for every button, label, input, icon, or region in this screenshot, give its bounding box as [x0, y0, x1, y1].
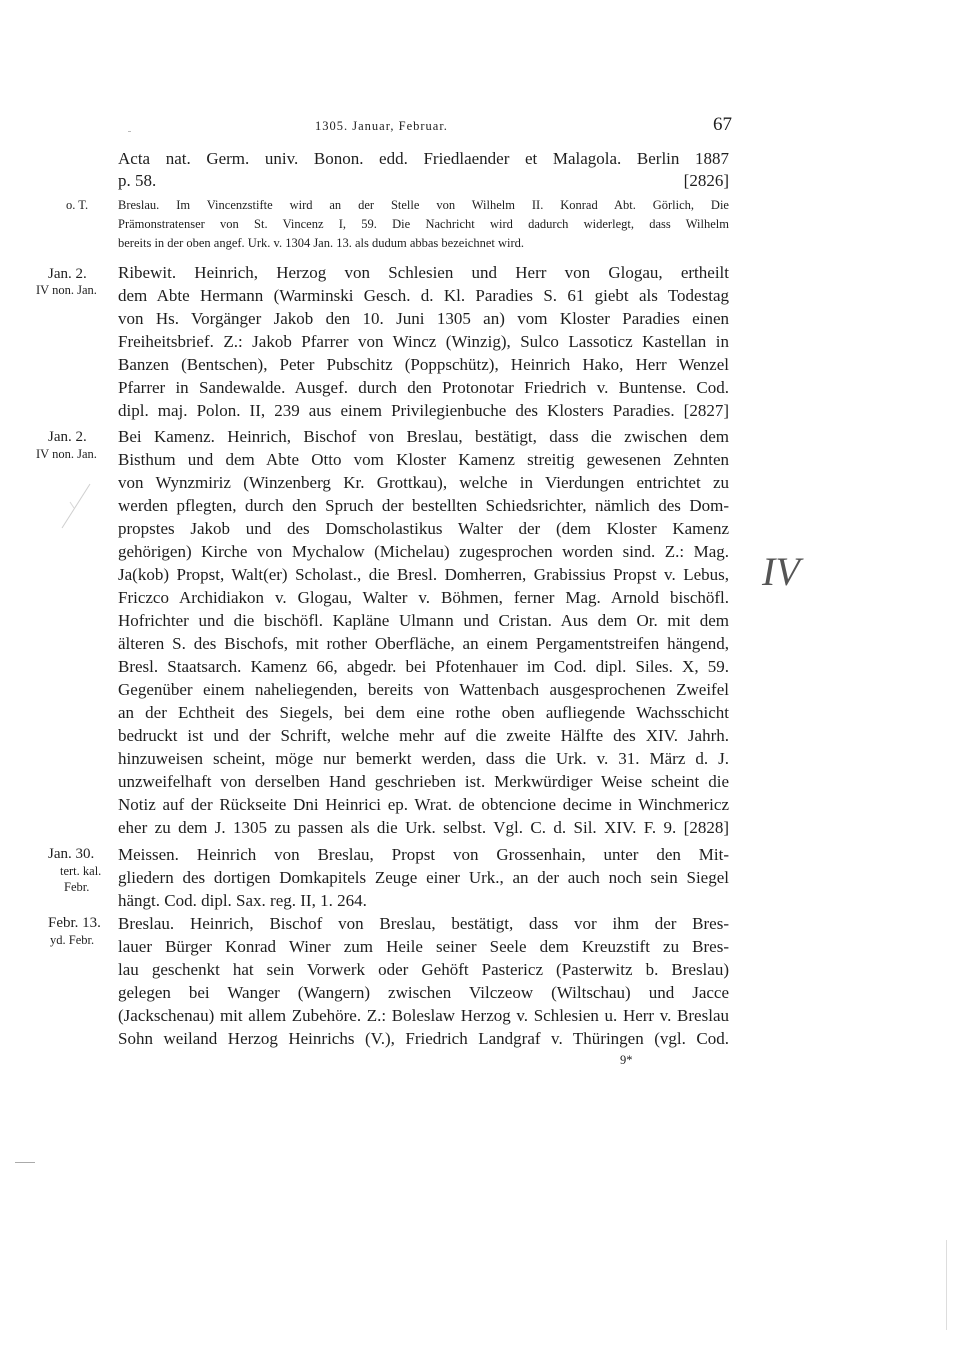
- text-line: Acta nat. Germ. univ. Bonon. edd. Friedlaender et Malagola. Berlin 1887: [118, 149, 729, 168]
- margin-date-roman: Febr.: [64, 880, 90, 894]
- text-line: lauer Bürger Konrad Winer zum Heile seiner Seele dem Kreuzstift zu Bres-: [118, 937, 729, 956]
- text-line: an der Echtheit des Siegels, bei dem eine rothe oben aufliegende Wachsschicht: [118, 703, 729, 722]
- text-line: Freiheitsbrief. Z.: Jakob Pfarrer von Wincz (Winzig), Sulco Lassoticz Kastellan in: [118, 332, 729, 351]
- text-line: Breslau. Im Vincenzstifte wird an der Stelle von Wilhelm II. Konrad Abt. Görlich, Die: [118, 198, 729, 212]
- scan-speck: [128, 131, 131, 132]
- margin-date: Jan. 30.: [48, 846, 95, 862]
- margin-date-roman: IV non. Jan.: [36, 447, 97, 461]
- text-line: bereits in der oben angef. Urk. v. 1304 Jan. 13. als dudum abbas bezeichnet wird.: [118, 236, 525, 250]
- running-header: 1305. Januar, Februar.: [315, 119, 448, 133]
- text-line: dem Abte Hermann (Warminski Gesch. d. Kl. Paradies S. 61 giebt als Todestag: [118, 286, 729, 305]
- text-line: gehörigen) Kirche von Mychalow (Michelau) zugesprochen worden sind. Z.: Mag.: [118, 542, 729, 561]
- scan-edge: [946, 1240, 947, 1330]
- text-line: Prämonstratenser von St. Vincenz I, 59. Die Nachricht wird dadurch widerlegt, dass Wilhelm: [118, 217, 729, 231]
- text-line: (Jackschenau) mit allem Zubehöre. Z.: Boleslaw Herzog v. Schlesien u. Herr v. Breslau: [118, 1006, 729, 1025]
- text-line: Breslau. Heinrich, Bischof von Breslau, bestätigt, dass vor ihm der Bres-: [118, 914, 729, 933]
- margin-date-roman: tert. kal.: [60, 864, 102, 878]
- text-line: Notiz auf der Rückseite Dni Heinrici ep. Wrat. de obtencione decime in Winchmericz: [118, 795, 729, 814]
- margin-date-roman: yd. Febr.: [50, 933, 95, 947]
- text-line: Ja(kob) Propst, Walt(er) Scholast., die Bresl. Domherren, Grabissius Propst v. Lebus,: [118, 565, 729, 584]
- text-line: Pfarrer in Sandewalde. Ausgef. durch den Protonotar Friedrich v. Buntense. Cod.: [118, 378, 729, 397]
- text-line: Bresl. Staatsarch. Kamenz 66, abgedr. bei Pfotenhauer im Cod. dipl. Siles. X, 59.: [118, 657, 729, 676]
- text-line: gliedern des dortigen Domkapitels Zeuge einer Urk., an der auch noch sein Siegel: [118, 868, 729, 887]
- margin-date: Jan. 2.: [48, 266, 87, 282]
- margin-note: o. T.: [66, 198, 89, 212]
- text-line: hängt. Cod. dipl. Sax. reg. II, 1. 264.: [118, 891, 367, 910]
- text-line: älteren S. des Bischofs, mit rother Oberfläche, an einem Pergamentstreifen hängend,: [118, 634, 729, 653]
- text-line: Bei Kamenz. Heinrich, Bischof von Breslau, bestätigt, dass die zwischen dem: [118, 427, 729, 446]
- text-line: Gegenüber einem naheliegenden, bereits von Wattenbach ausgesprochenen Zweifel: [118, 680, 729, 699]
- text-line: von Hs. Vorgänger Jakob den 10. Juni 1305 an) vom Kloster Paradies einen: [118, 309, 729, 328]
- margin-date: Febr. 13.: [48, 915, 101, 931]
- text-line: unzweifelhaft von derselben Hand geschrieben ist. Merkwürdiger Weise scheint die: [118, 772, 729, 791]
- text-line: Friczco Archidiakon v. Glogau, Walter v. Böhmen, ferner Mag. Arnold bischöfl.: [118, 588, 729, 607]
- text-line: eher zu dem J. 1305 zu passen als die Urk. selbst. Vgl. C. d. Sil. XIV. F. 9. [2828]: [118, 818, 729, 837]
- text-line: dipl. maj. Polon. II, 239 aus einem Privilegienbuche des Klosters Paradies. [2827]: [118, 401, 729, 420]
- text-line: von Wynzmiriz (Winzenberg Kr. Grottkau), welche in Vierdungen entrichtet zu: [118, 473, 729, 492]
- pencil-annotation: IV: [762, 549, 800, 594]
- text-line: Hofrichter und die bischöfl. Kapläne Ulmann und Cristan. Aus dem Or. mit dem: [118, 611, 729, 630]
- text-line: Bisthum und dem Abte Otto vom Kloster Kamenz streitig gewesenen Zehnten: [118, 450, 729, 469]
- margin-date: Jan. 2.: [48, 429, 87, 445]
- text-line: hinzuweisen scheint, möge nur bemerkt werden, dass die Urk. v. 31. März d. J.: [118, 749, 729, 768]
- text-line: bedruckt ist und der Schrift, welche mehr auf die zweite Hälfte des XIV. Jahrh.: [118, 726, 729, 745]
- entry-number: [2826]: [683, 171, 729, 190]
- scan-mark: [15, 1162, 35, 1163]
- text-line: Ribewit. Heinrich, Herzog von Schlesien und Herr von Glogau, ertheilt: [118, 263, 729, 282]
- text-line: gelegen bei Wanger (Wangern) zwischen Vilczeow (Wiltschau) und Jacce: [118, 983, 729, 1002]
- text-line: Sohn weiland Herzog Heinrichs (V.), Friedrich Landgraf v. Thüringen (vgl. Cod.: [118, 1029, 729, 1048]
- text-line: propstes Jakob und des Domscholastikus Walter der (dem Kloster Kamenz: [118, 519, 729, 538]
- text-line: lau geschenkt hat sein Vorwerk oder Gehöft Pastericz (Pasterwitz b. Breslau): [118, 960, 729, 979]
- signature-mark: 9*: [620, 1053, 633, 1067]
- scan-artifact: [60, 480, 100, 530]
- text-line: Meissen. Heinrich von Breslau, Propst von Grossenhain, unter den Mit-: [118, 845, 729, 864]
- page-number: 67: [713, 114, 732, 135]
- text-line: p. 58.: [118, 171, 157, 190]
- text-line: Banzen (Bentschen), Peter Pubschitz (Poppschütz), Heinrich Hako, Herr Wenzel: [118, 355, 729, 374]
- margin-date-roman: IV non. Jan.: [36, 283, 97, 297]
- text-line: werden pflegten, durch den Spruch der bestellten Schiedsrichter, nämlich des Dom-: [118, 496, 729, 515]
